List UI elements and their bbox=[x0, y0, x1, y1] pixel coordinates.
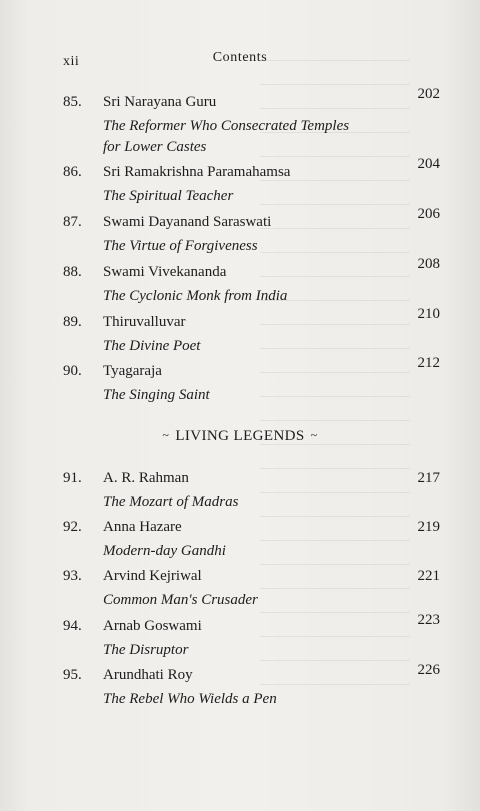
entry-subtitle: The Spiritual Teacher bbox=[103, 188, 234, 204]
toc-entry bbox=[0, 612, 480, 666]
entry-subtitle: The Divine Poet bbox=[103, 338, 201, 354]
entry-page: 206 bbox=[417, 206, 440, 222]
entry-subtitle: Common Man's Crusader bbox=[103, 592, 258, 608]
entry-number: 92. bbox=[63, 519, 82, 535]
toc-entry bbox=[0, 256, 480, 312]
entry-page: 217 bbox=[417, 470, 440, 486]
entry-page: 226 bbox=[417, 662, 440, 678]
toc-entry bbox=[0, 355, 480, 411]
entry-subtitle: The Virtue of Forgiveness bbox=[103, 238, 258, 254]
section-title: LIVING LEGENDS bbox=[175, 428, 305, 444]
entry-subtitle: The Disruptor bbox=[103, 642, 189, 658]
entry-page: 210 bbox=[417, 306, 440, 322]
entry-page: 221 bbox=[417, 568, 440, 584]
entry-number: 95. bbox=[63, 667, 82, 683]
entry-name: A. R. Rahman bbox=[103, 470, 189, 486]
running-head: Contents bbox=[212, 50, 268, 65]
toc-entry bbox=[0, 470, 480, 518]
entry-number: 86. bbox=[63, 164, 82, 180]
entry-subtitle: The Reformer Who Consecrated Temples for Lower Castes bbox=[103, 118, 350, 155]
entry-number: 85. bbox=[63, 94, 82, 110]
entry-subtitle: The Mozart of Madras bbox=[103, 494, 239, 510]
entry-number: 88. bbox=[63, 264, 82, 280]
entry-number: 94. bbox=[63, 618, 82, 634]
entry-subtitle: Modern-day Gandhi bbox=[103, 543, 226, 559]
page-folio: xii bbox=[63, 54, 80, 69]
section-heading bbox=[0, 428, 480, 445]
entry-name: Sri Narayana Guru bbox=[103, 94, 217, 110]
entry-page: 208 bbox=[417, 256, 440, 272]
toc-entry bbox=[0, 206, 480, 262]
entry-subtitle: The Cyclonic Monk from India bbox=[103, 288, 288, 304]
entry-subtitle: The Singing Saint bbox=[103, 387, 210, 403]
entry-page: 212 bbox=[417, 355, 440, 371]
entry-page: 219 bbox=[417, 519, 440, 535]
entry-name: Thiruvalluvar bbox=[103, 314, 186, 330]
entry-number: 90. bbox=[63, 363, 82, 379]
entry-name: Sri Ramakrishna Paramahamsa bbox=[103, 164, 291, 180]
toc-entry bbox=[0, 86, 480, 155]
entry-number: 89. bbox=[63, 314, 82, 330]
entry-number: 93. bbox=[63, 568, 82, 584]
entry-name: Arundhati Roy bbox=[103, 667, 193, 683]
entry-name: Arvind Kejriwal bbox=[103, 568, 202, 584]
entry-name: Tyagaraja bbox=[103, 363, 162, 379]
entry-number: 87. bbox=[63, 214, 82, 230]
entry-page: 204 bbox=[417, 156, 440, 172]
toc-entry bbox=[0, 156, 480, 212]
entry-number: 91. bbox=[63, 470, 82, 486]
toc-entry bbox=[0, 568, 480, 616]
entry-name: Arnab Goswami bbox=[103, 618, 202, 634]
toc-entry bbox=[0, 306, 480, 362]
entry-subtitle: The Rebel Who Wields a Pen bbox=[103, 691, 277, 707]
entry-page: 223 bbox=[417, 612, 440, 628]
ornament-left: ~ bbox=[162, 428, 170, 442]
entry-name: Anna Hazare bbox=[103, 519, 182, 535]
toc-entry bbox=[0, 662, 480, 715]
entry-page: 202 bbox=[417, 86, 440, 102]
ornament-right: ~ bbox=[310, 428, 318, 442]
entry-name: Swami Vivekananda bbox=[103, 264, 227, 280]
toc-entry bbox=[0, 519, 480, 567]
entry-name: Swami Dayanand Saraswati bbox=[103, 214, 272, 230]
